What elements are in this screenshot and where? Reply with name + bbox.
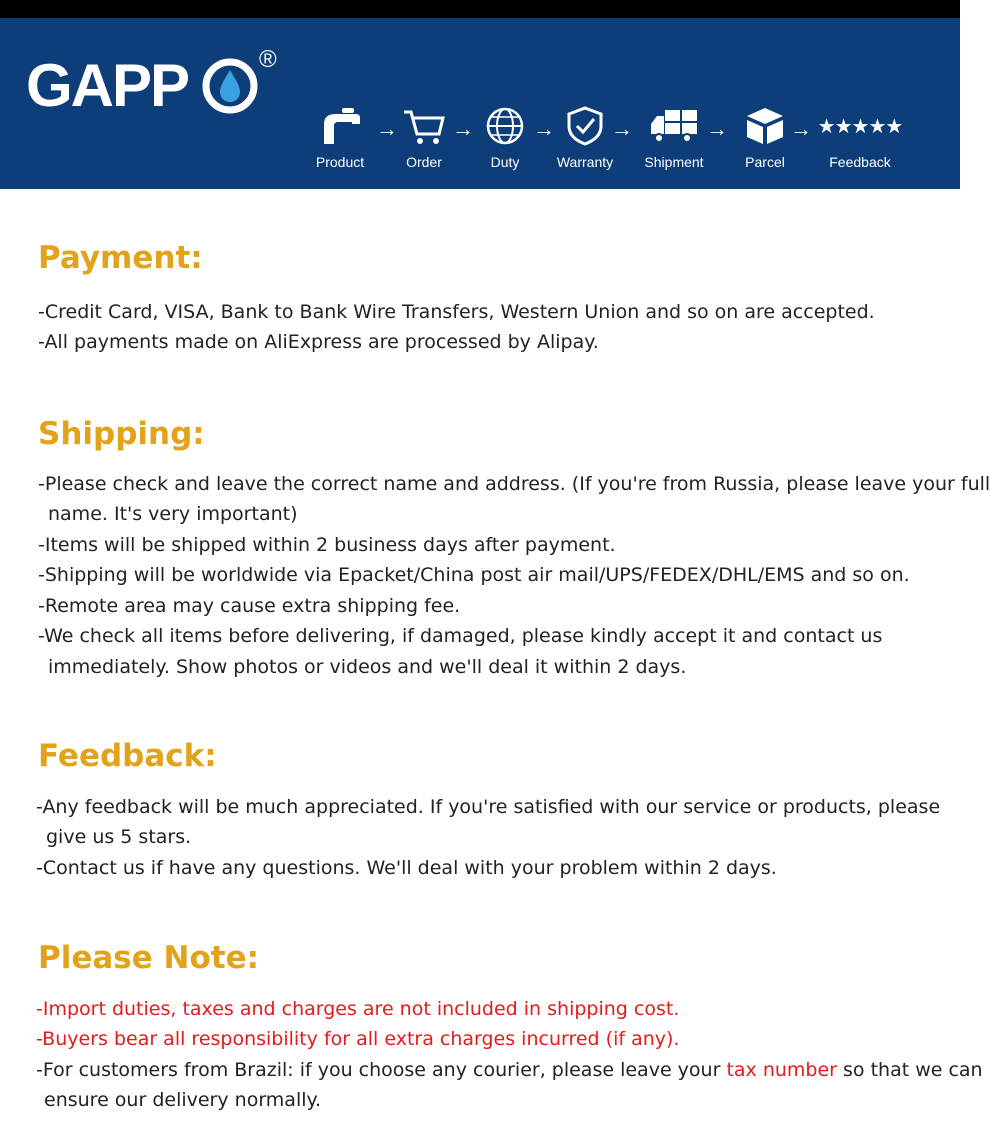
process-steps [300, 104, 920, 184]
cart-icon [402, 106, 446, 146]
tax-number-highlight: tax number [726, 1059, 837, 1081]
arrow-icon: → [790, 116, 812, 141]
step-label: Shipment [644, 154, 704, 170]
stars-icon: ★★★★★ [817, 115, 903, 138]
step-label: Duty [490, 154, 520, 170]
step-label: Warranty [556, 154, 614, 170]
step-feedback [810, 104, 910, 170]
shipping-line: -Shipping will be worldwide via Epacket/China post air mail/UPS/FEDEX/DHL/EMS and so on. [38, 564, 910, 586]
brazil-note-line [36, 1059, 983, 1081]
gappo-logo-icon [24, 46, 264, 126]
shipping-line: immediately. Show photos or videos and we'll deal it within 2 days. [48, 656, 687, 678]
shipping-line: name. It's very important) [48, 503, 298, 525]
feedback-line: give us 5 stars. [46, 826, 192, 848]
note-heading: Please Note: [38, 940, 260, 976]
step-shipment [634, 104, 714, 170]
feedback-heading: Feedback: [38, 738, 217, 774]
step-product [300, 104, 380, 170]
brazil-prefix: -For customers from Brazil: if you choose any courier, please leave your [36, 1059, 727, 1081]
feedback-line: -Any feedback will be much appreciated. If you're satisfied with our service or products, please [36, 796, 941, 818]
brazil-note-line2: ensure our delivery normally. [44, 1089, 322, 1111]
shipping-line: -Items will be shipped within 2 business days after payment. [38, 534, 616, 556]
box-icon [743, 106, 787, 146]
step-label: Product [315, 154, 365, 170]
payment-line: -All payments made on AliExpress are processed by Alipay. [38, 331, 599, 353]
truck-icon [647, 106, 701, 146]
banner-header [0, 18, 960, 189]
svg-text:GAPP: GAPP [26, 52, 189, 119]
step-label: Order [406, 154, 442, 170]
shipping-heading: Shipping: [38, 416, 205, 452]
payment-line: -Credit Card, VISA, Bank to Bank Wire Transfers, Western Union and so on are accepted. [38, 301, 875, 323]
top-black-strip [0, 0, 960, 18]
brazil-suffix: so that we can [836, 1059, 983, 1081]
note-warning-line: -Import duties, taxes and charges are not included in shipping cost. [36, 998, 680, 1020]
shipping-line: -Please check and leave the correct name and address. (If you're from Russia, please leave your full [38, 473, 990, 495]
shipping-line: -Remote area may cause extra shipping fee. [38, 595, 461, 617]
shield-icon [563, 106, 607, 146]
faucet-icon [318, 106, 362, 146]
note-warning-line: -Buyers bear all responsibility for all extra charges incurred (if any). [36, 1028, 680, 1050]
step-label: Parcel [745, 154, 785, 170]
arrow-icon: → [611, 116, 633, 141]
globe-icon [483, 106, 527, 146]
shipping-line: -We check all items before delivering, if damaged, please kindly accept it and contact us [38, 625, 883, 647]
feedback-line: -Contact us if have any questions. We'll deal with your problem within 2 days. [36, 857, 777, 879]
arrow-icon: → [452, 116, 474, 141]
step-label: Feedback [829, 154, 891, 170]
brand-logo [24, 46, 277, 131]
payment-heading: Payment: [38, 240, 203, 276]
arrow-icon: → [533, 116, 555, 141]
arrow-icon: → [376, 116, 398, 141]
arrow-icon: → [706, 116, 728, 141]
registered-mark: ® [259, 46, 277, 73]
